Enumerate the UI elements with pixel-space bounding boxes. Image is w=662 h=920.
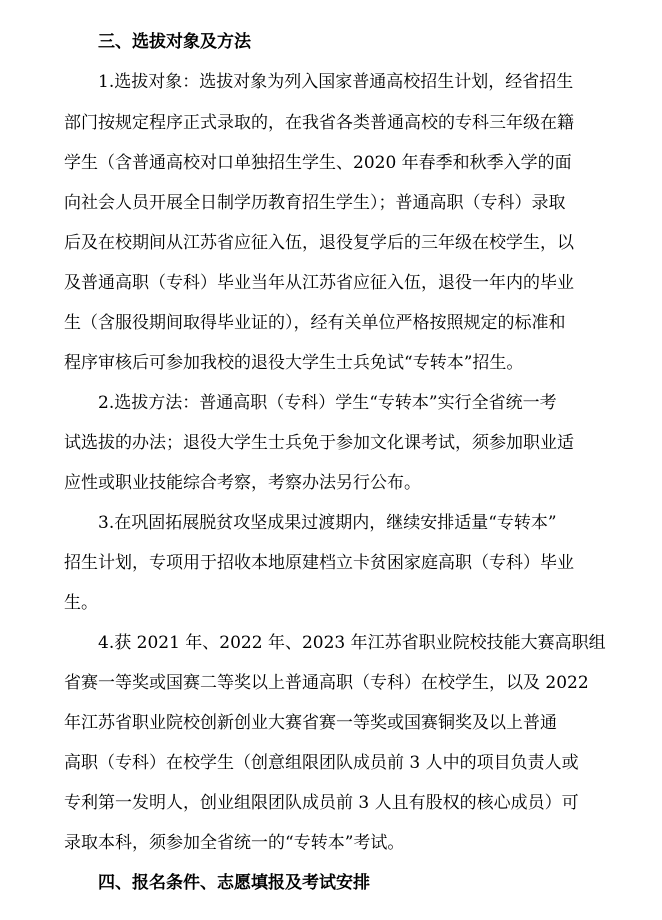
section-heading-4-text: 四、报名条件、志愿填报及考试安排 [98,873,370,893]
paragraph-1-line-8: 程序审核后可参加我校的退役大学生士兵免试“专转本”招生。 [64,353,524,373]
paragraph-3-line-3: 生。 [64,593,98,613]
paragraph-4-line-4: 高职（专科）在校学生（创意组限团队成员前 3 人中的项目负责人或 [64,753,579,773]
paragraph-2-line-1: 2.选拔方法：普通高职（专科）学生“专转本”实行全省统一考 [98,393,557,413]
paragraph-4-line-1: 4.获 2021 年、2022 年、2023 年江苏省职业院校技能大赛高职组 [98,633,606,653]
paragraph-1-line-1: 1.选拔对象：选拔对象为列入国家普通高校招生计划，经省招生 [98,72,574,92]
paragraph-1-line-3: 学生（含普通高校对口单独招生学生、2020 年春季和秋季入学的面 [64,153,572,173]
paragraph-1-line-7: 生（含服役期间取得毕业证的），经有关单位严格按照规定的标准和 [64,313,566,333]
paragraph-3-line-1: 3.在巩固拓展脱贫攻坚成果过渡期内，继续安排适量“专转本” [98,513,557,533]
paragraph-1-line-4: 向社会人员开展全日制学历教育招生学生）；普通高职（专科）录取 [64,193,566,213]
paragraph-2-line-2: 试选拔的办法；退役大学生士兵免于参加文化课考试，须参加职业适 [64,433,574,453]
paragraph-4-line-3: 年江苏省职业院校创新创业大赛省赛一等奖或国赛铜奖及以上普通 [64,713,557,733]
paragraph-1-line-2: 部门按规定程序正式录取的，在我省各类普通高校的专科三年级在籍 [64,113,574,133]
paragraph-1-line-5: 后及在校期间从江苏省应征入伍，退役复学后的三年级在校学生，以 [64,233,574,253]
paragraph-3-line-2: 招生计划，专项用于招收本地原建档立卡贫困家庭高职（专科）毕业 [64,553,574,573]
paragraph-4-line-5: 专利第一发明人，创业组限团队成员前 3 人且有股权的核心成员）可 [64,793,579,813]
section-heading-4 [98,873,370,893]
section-heading-3-text: 三、选拔对象及方法 [98,32,251,52]
paragraph-2-line-3: 应性或职业技能综合考察，考察办法另行公布。 [64,473,421,493]
paragraph-4-line-6: 录取本科，须参加全省统一的“专转本”考试。 [64,833,405,853]
paragraph-1-line-6: 及普通高职（专科）毕业当年从江苏省应征入伍，退役一年内的毕业 [64,273,574,293]
paragraph-4-line-2: 省赛一等奖或国赛二等奖以上普通高职（专科）在校学生，以及 2022 [64,673,589,693]
section-heading-3 [98,32,251,52]
